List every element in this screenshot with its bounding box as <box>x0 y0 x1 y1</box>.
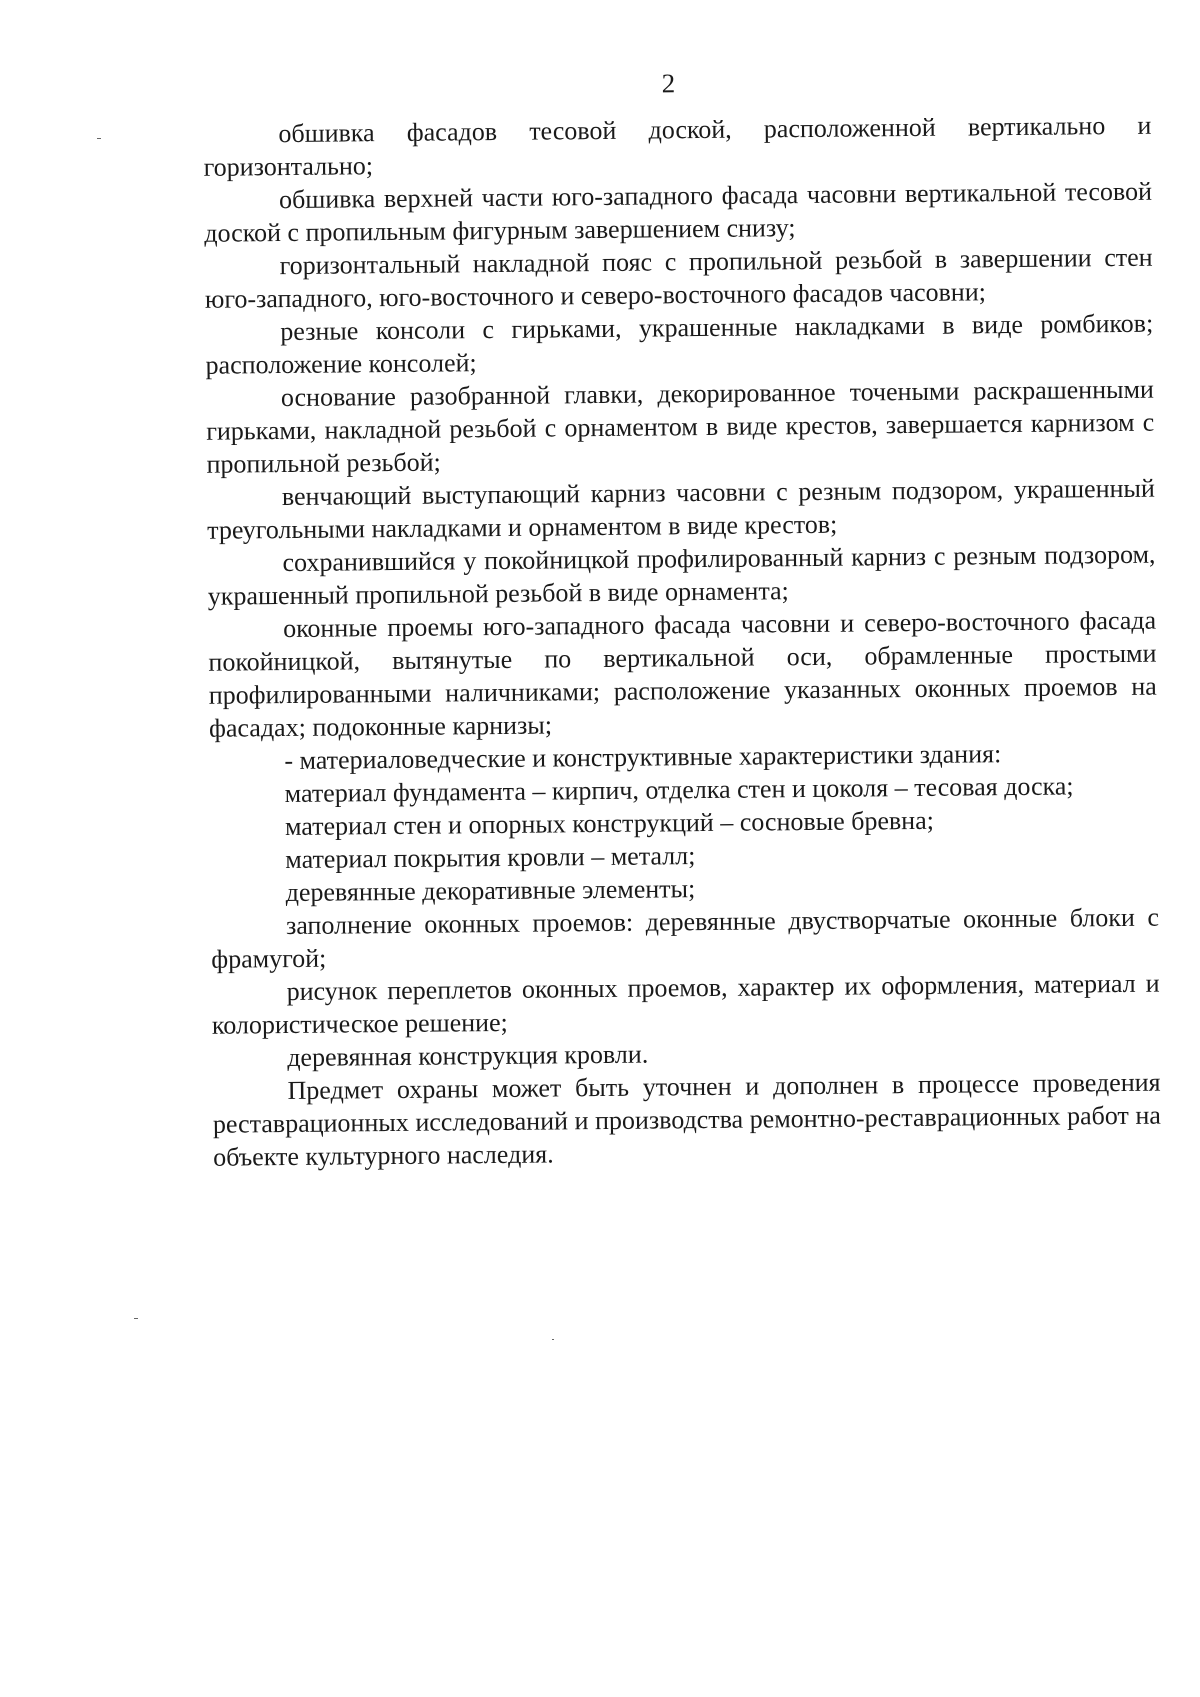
scan-speck <box>552 1339 554 1340</box>
document-body <box>203 109 1161 1174</box>
list-item: оконные проемы юго-западного фасада часовни и северо-восточного фасада покойницкой, вытянутые по вертикальной оси, обрамленные простыми профилированными наличниками; расположение указанных оконных проемов на фасадах; подоконные карнизы; <box>208 605 1157 743</box>
list-item: сохранившийся у покойницкой профилированный карниз с резным подзором, украшенный пропильной резьбой в виде орнамента; <box>207 539 1156 611</box>
scan-speck <box>97 138 101 139</box>
list-item: резные консоли с гирьками, украшенные накладками в виде ромбиков; расположение консолей; <box>205 308 1154 380</box>
list-item: заполнение оконных проемов: деревянные двустворчатые оконные блоки с фрамугой; <box>211 902 1160 974</box>
list-item: венчающий выступающий карниз часовни с резным подзором, украшенный треугольными накладками и орнаментом в виде крестов; <box>207 473 1155 545</box>
list-item: основание разобранной главки, декорированное точеными раскрашенными гирьками, накладной резьбой с орнаментом в виде крестов, завершается карнизом с пропильной резьбой; <box>206 374 1155 479</box>
scan-speck <box>134 1318 138 1319</box>
list-item: деревянная конструкция кровли. <box>287 1039 649 1073</box>
list-item: обшивка верхней части юго-западного фасада часовни вертикальной тесовой доской с пропильным фигурным завершением снизу; <box>204 176 1153 248</box>
list-item: материал покрытия кровли – металл; <box>285 841 696 875</box>
closing-paragraph: Предмет охраны может быть уточнен и дополнен в процессе проведения реставрационных исследований и производства ремонтно-реставрационных работ на объекте культурного наследия. <box>212 1067 1161 1172</box>
list-item: рисунок переплетов оконных проемов, характер их оформления, материал и колористическое решение; <box>211 968 1160 1040</box>
list-item: деревянные декоративные элементы; <box>285 874 696 908</box>
list-item: обшивка фасадов тесовой доской, расположенной вертикально и горизонтально; <box>203 110 1152 182</box>
page-number: 2 <box>661 68 676 99</box>
section-heading: - материаловедческие и конструктивные характеристики здания: <box>284 739 1002 776</box>
list-item: материал стен и опорных конструкций – сосновые бревна; <box>284 805 935 842</box>
list-item: горизонтальный накладной пояс с пропильной резьбой в завершении стен юго-западного, юго-восточного и северо-восточного фасадов часовни; <box>204 242 1153 314</box>
list-item: материал фундамента – кирпич, отделка стен и цоколя – тесовая доска; <box>284 771 1074 809</box>
